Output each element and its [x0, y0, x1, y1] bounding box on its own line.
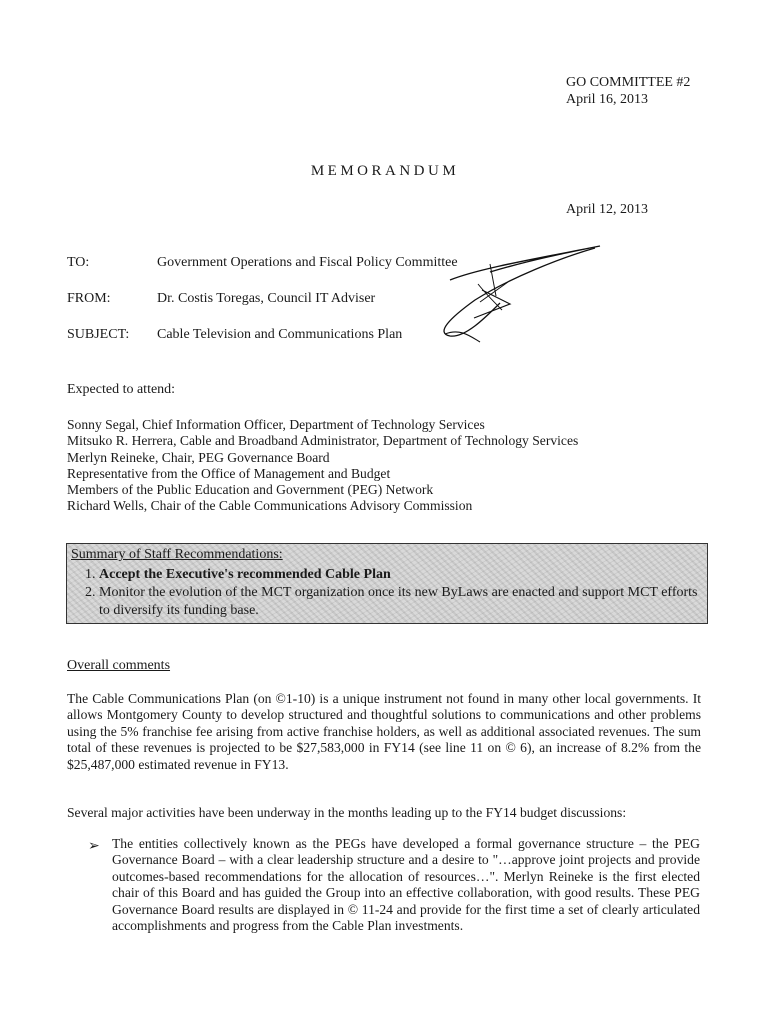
from-label: FROM: — [67, 291, 111, 306]
attendee-item: Sonny Segal, Chief Information Officer, Department of Technology Services — [67, 417, 485, 432]
to-value: Government Operations and Fiscal Policy Committee — [157, 255, 458, 270]
signature-image — [390, 238, 620, 348]
recommendation-item — [99, 566, 703, 584]
subject-label: SUBJECT: — [67, 327, 130, 342]
attendee-list — [67, 417, 578, 515]
paragraph-2: Several major activities have been underway in the months leading up to the FY14 budget discussions: — [67, 805, 627, 820]
memo-date: April 12, 2013 — [566, 202, 649, 217]
recommendation-item — [99, 584, 703, 620]
attendee-item: Mitsuko R. Herrera, Cable and Broadband Administrator, Department of Technology Services — [67, 433, 579, 449]
summary-title: Summary of Staff Recommendations: — [71, 547, 283, 562]
committee-label: GO COMMITTEE #2 — [566, 75, 691, 90]
recommendation-text: Accept the Executive's recommended Cable Plan — [99, 567, 391, 582]
bullet-arrow-icon: ➢ — [88, 839, 100, 854]
memo-title: MEMORANDUM — [310, 163, 460, 179]
summary-box — [66, 543, 708, 624]
header-block — [566, 74, 690, 108]
subject-value: Cable Television and Communications Plan — [157, 327, 403, 342]
overall-heading: Overall comments — [67, 658, 171, 673]
attendee-item: Merlyn Reineke, Chair, PEG Governance Board — [67, 449, 330, 465]
paragraph-1: The Cable Communications Plan (on ©1-10) is a unique instrument not found in many other local governments. It allows Montgomery County to develop structured and thoughtful solutions to communications and other problems using the 5% franchise fee arising from active franchise holders, as well as additional associated revenues. The sum total of these revenues is projected to be $27,583,000 in FY14 (see line 11 on © 6), an increase of 8.2% from the $25,487,000 estimated revenue in FY13. — [67, 691, 701, 772]
attend-heading: Expected to attend: — [67, 382, 176, 397]
subject-row — [67, 327, 402, 343]
to-label: TO: — [67, 255, 90, 270]
recommendation-text: Monitor the evolution of the MCT organization once its new ByLaws are enacted and support MCT efforts to diversify its funding base. — [99, 585, 698, 618]
recommendation-list — [71, 566, 703, 620]
from-row — [67, 291, 375, 307]
attendee-item: Representative from the Office of Management and Budget — [67, 465, 391, 481]
attendee-item: Richard Wells, Chair of the Cable Communications Advisory Commission — [67, 498, 473, 514]
header-date: April 16, 2013 — [566, 92, 649, 107]
bullet-paragraph: The entities collectively known as the PEGs have developed a formal governance structure – the PEG Governance Board – with a clear leadership structure and a desire to "…approve joint projects and provide outcomes-based recommendations for the allocation of resources…". Merlyn Reineke is the first elected chair of this Board and has guided the Group into an effective collaboration, with good results. These PEG Governance Board results are displayed in © 11-24 and provide for the first time a set of clearly articulated accomplishments and progress from the Cable Plan investments. — [112, 836, 700, 934]
attendee-item: Members of the Public Education and Government (PEG) Network — [67, 482, 434, 498]
from-value: Dr. Costis Toregas, Council IT Adviser — [157, 291, 376, 306]
